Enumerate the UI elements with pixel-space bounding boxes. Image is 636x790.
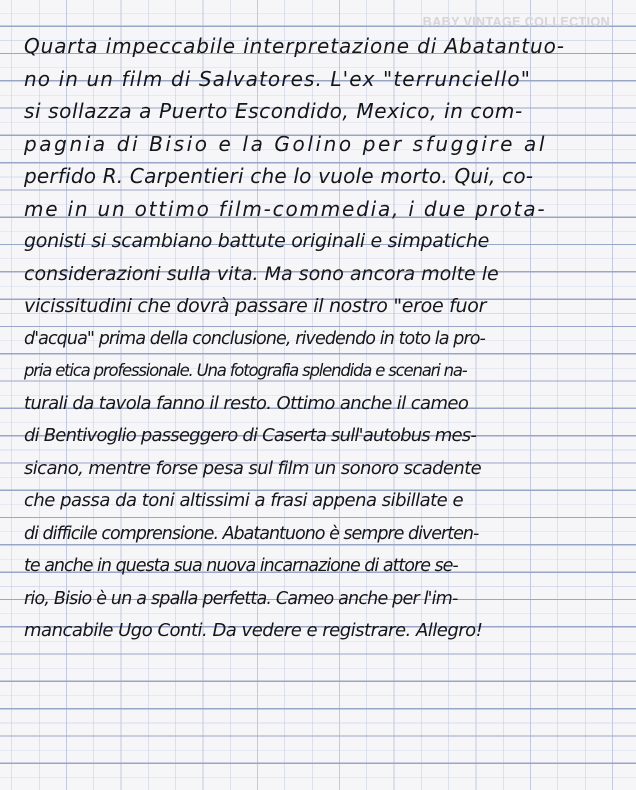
review-line: considerazioni sulla vita. Ma sono ancora molte le (24, 262, 499, 285)
review-line: Quarta impeccabile interpretazione di Abatantuo- (24, 34, 565, 58)
review-line: mancabile Ugo Conti. Da vedere e registrare. Allegro! (24, 620, 483, 641)
review-line: d'acqua" prima della conclusione, rivedendo in toto la pro- (24, 328, 485, 349)
review-line: sicano, mentre forse pesa sul film un sonoro scadente (24, 457, 482, 479)
review-line: vicissitudini che dovrà passare il nostro "eroe fuor (24, 295, 487, 317)
review-line: di Bentivoglio passeggero di Caserta sull'autobus mes- (24, 425, 477, 446)
review-line: te anche in questa sua nuova incarnazione di attore se- (24, 556, 458, 576)
review-line: pria etica professionale. Una fotografia splendida e scenari na- (24, 361, 467, 380)
review-line: di difficile comprensione. Abatantuono è sempre diverten- (24, 523, 479, 544)
review-line: me in un ottimo film-commedia, i due prota- (24, 196, 547, 221)
review-line: no in un film di Salvatores. L'ex "terrunciello" (24, 66, 531, 91)
review-line: si sollazza a Puerto Escondido, Mexico, in com- (24, 99, 523, 123)
review-line: perfido R. Carpentieri che lo vuole morto. Qui, co- (24, 164, 534, 188)
watermark: BABY VINTAGE COLLECTION (422, 15, 610, 29)
review-line: gonisti si scambiano battute originali e simpatiche (24, 230, 489, 252)
review-line: rio, Bisio è un a spalla perfetta. Cameo anche per l'im- (24, 588, 458, 609)
review-line: che passa da toni altissimi a frasi appena sibillate e (24, 490, 464, 511)
review-line: turali da tavola fanno il resto. Ottimo anche il cameo (24, 392, 469, 414)
review-line: pagnia di Bisio e la Golino per sfuggire al (24, 131, 548, 156)
handwritten-review (24, 30, 620, 648)
